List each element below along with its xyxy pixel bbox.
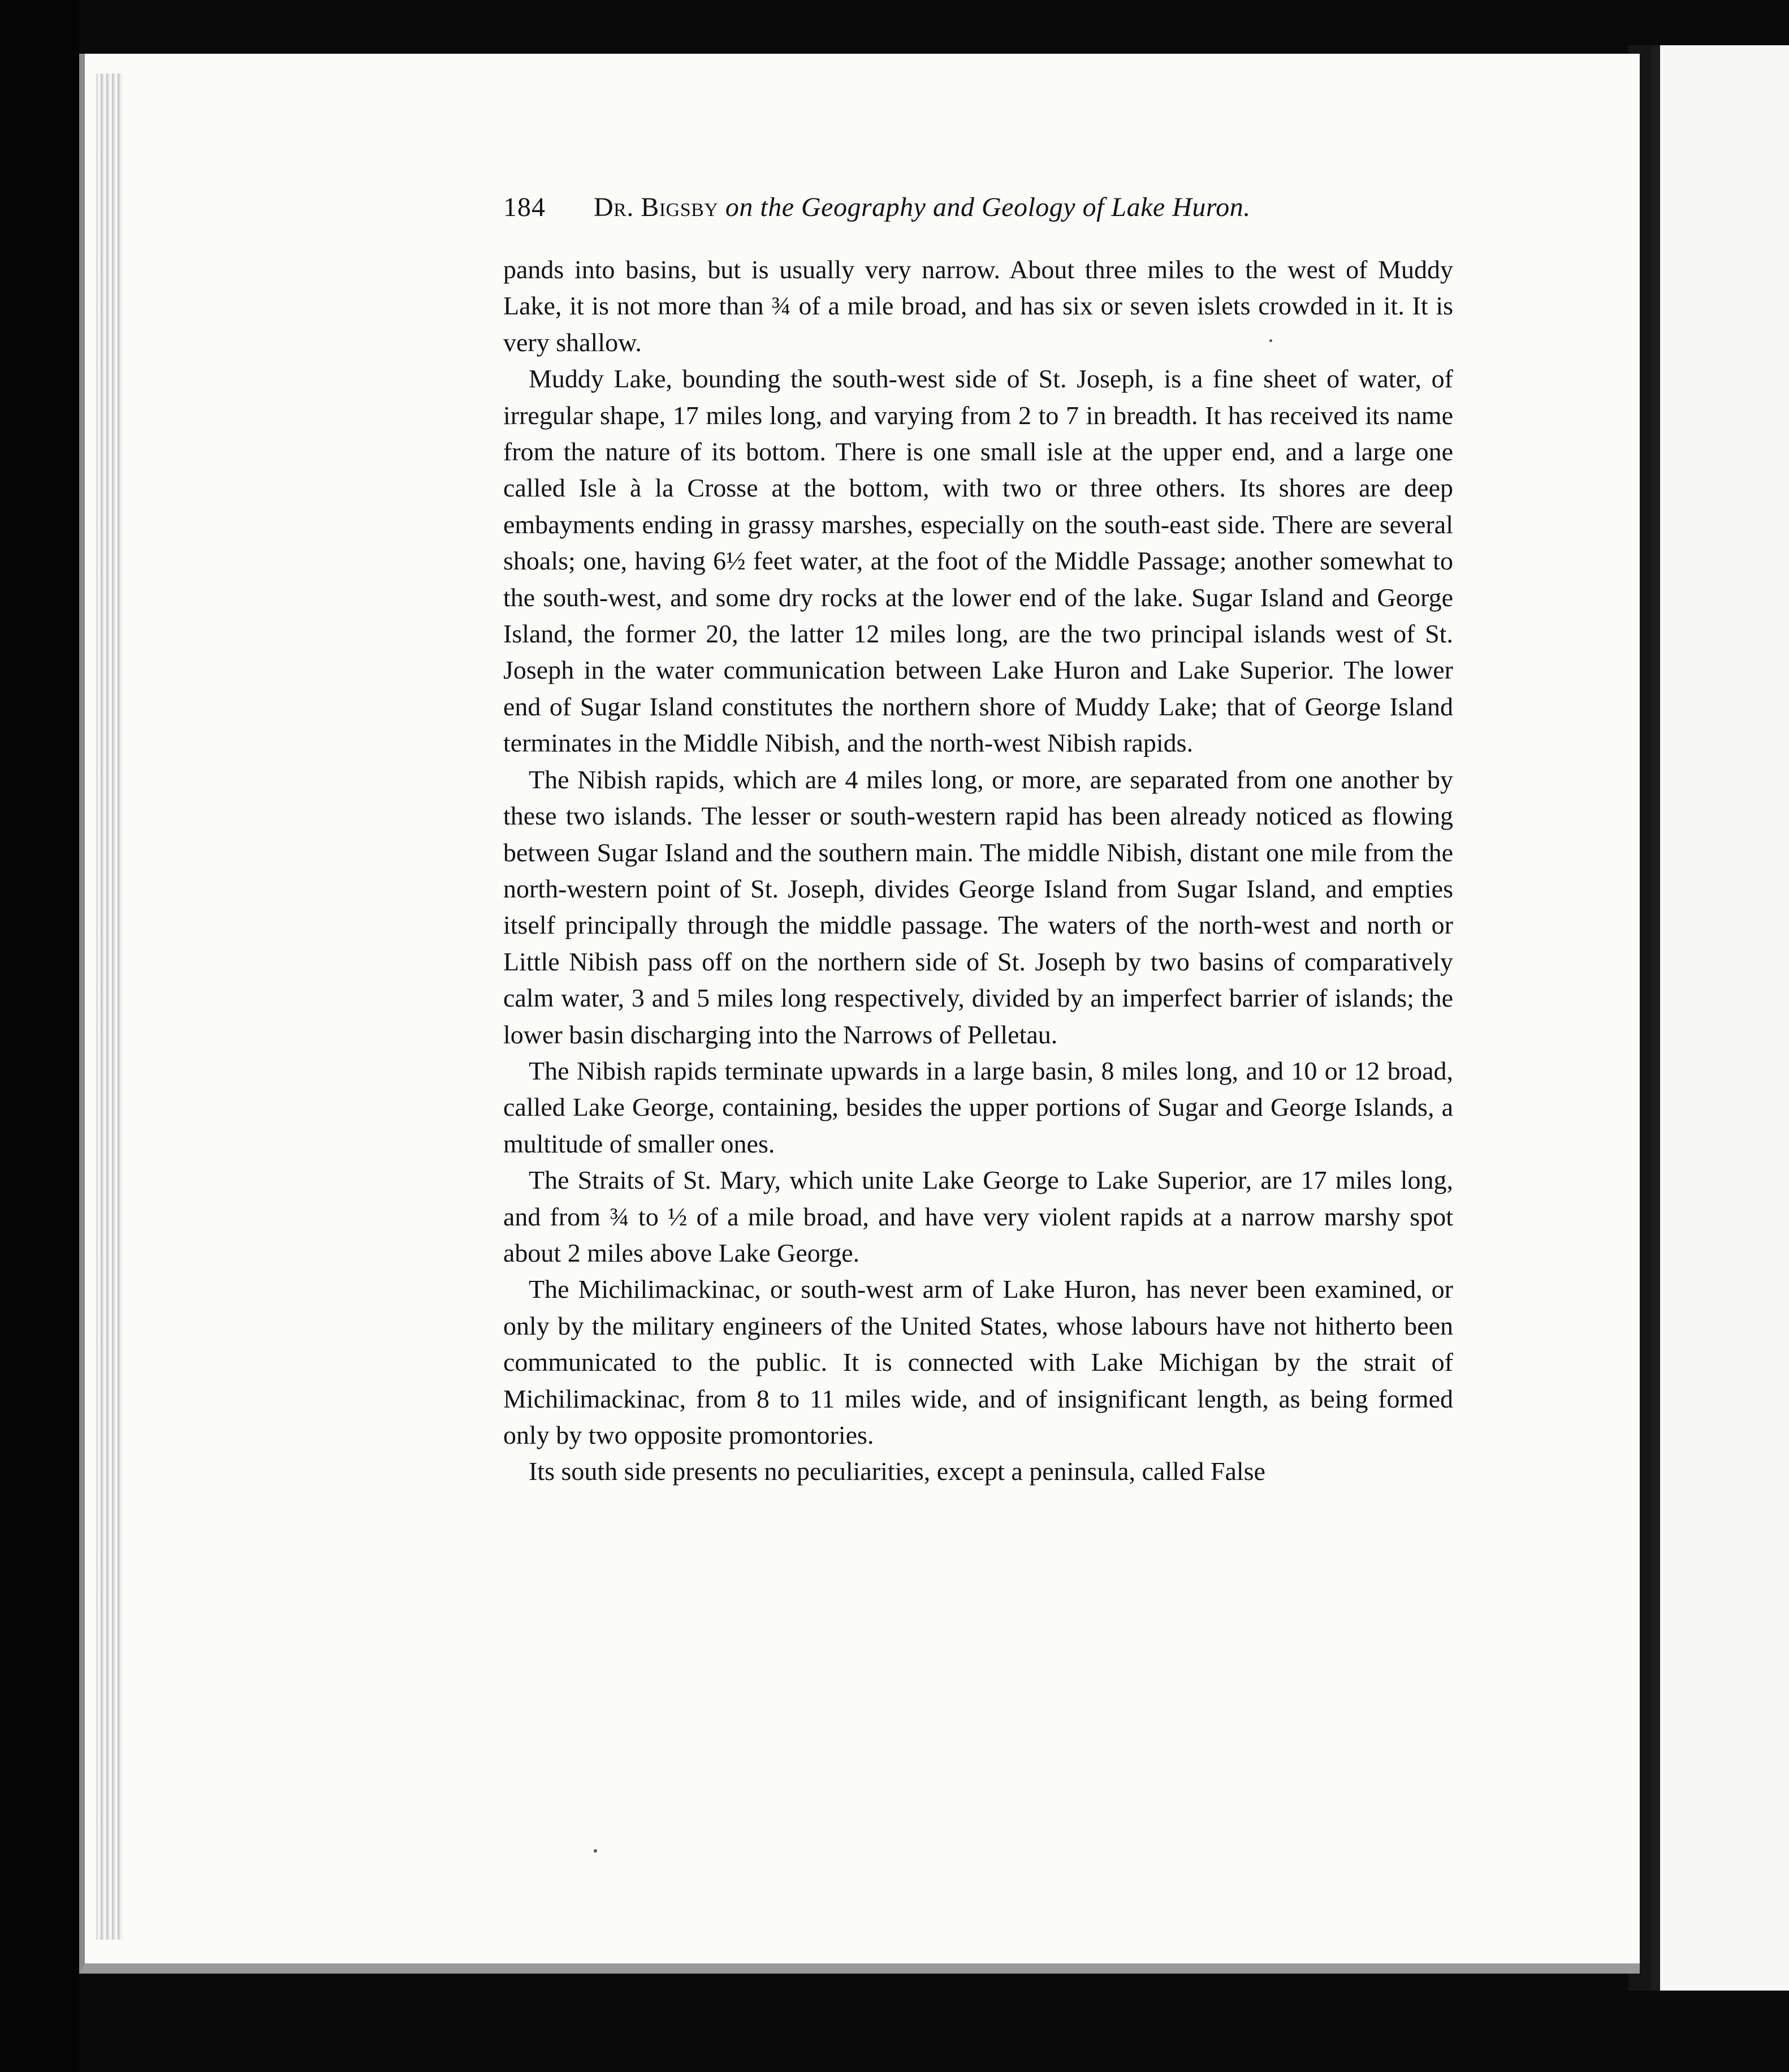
page-text (503, 189, 1453, 1490)
paragraph-muddy-lake: Muddy Lake, bounding the south-west side of St. Joseph, is a fine sheet of water, of irregular shape, 17 miles long, and varying from 2 to 7 in breadth. It has received its name from the nature of its bottom. There is one small isle at the upper end, and a large one called Isle à la Crosse at the bottom, with two or three others. Its shores are deep embayments ending in grassy marshes, especially on the south-east side. There are several shoals; one, having 6½ feet water, at the foot of the Middle Passage; another somewhat to the south-west, and some dry rocks at the lower end of the lake. Sugar Island and George Island, the former 20, the latter 12 miles long, are the two principal islands west of St. Joseph in the water communication between Lake Huron and Lake Superior. The lower end of Sugar Island constitutes the northern shore of Muddy Lake; that of George Island terminates in the Middle Nibish, and the north-west Nibish rapids. (503, 364, 1453, 758)
scan-background-left (0, 0, 79, 2072)
running-head (503, 189, 1453, 252)
paragraph-nibish-rapids: The Nibish rapids, which are 4 miles long, or more, are separated from one another by these two islands. The lesser or south-western rapid has been already noticed as flowing between Sugar Island and the southern main. The middle Nibish, distant one mile from the north-western point of St. Joseph, divides George Island from Sugar Island, and empties itself principally through the middle passage. The waters of the north-west and north or Little Nibish pass off on the northern side of St. Joseph by two basins of comparatively calm water, 3 and 5 miles long respectively, divided by an imperfect barrier of islands; the lower basin discharging into the Narrows of Pelletau. (503, 765, 1453, 1049)
running-title-subject: on the Geography and Geology of Lake Huron. (725, 192, 1251, 222)
paragraph-continued: pands into basins, but is usually very narrow. About three miles to the west of Muddy Lake, it is not more than ¾ of a mile broad, and has six or seven islets crowded in it. It is very shallow. (503, 255, 1453, 357)
page-edges-stack (96, 74, 123, 1940)
scan-speck (1269, 339, 1272, 342)
paragraph-lake-george: The Nibish rapids terminate upwards in a large basin, 8 miles long, and 10 or 12 broad, called Lake George, containing, besides the upper portions of Sugar and George Islands, a multitude of smaller ones. (503, 1056, 1453, 1158)
page-number: 184 (503, 192, 546, 222)
paragraph-michilimackinac: The Michilimackinac, or south-west arm of Lake Huron, has never been examined, or only by the military engineers of the United States, whose labours have not hitherto been communicated to the public. It is connected with Lake Michigan by the strait of Michilimackinac, from 8 to 11 miles wide, and of insignificant length, as being formed only by two opposite promontories. (503, 1275, 1453, 1449)
paragraph-straits-st-mary: The Straits of St. Mary, which unite Lake George to Lake Superior, are 17 miles long, and from ¾ to ½ of a mile broad, and have very violent rapids at a narrow marshy spot about 2 miles above Lake George. (503, 1166, 1453, 1267)
running-title-author: Dr. Bigsby (594, 192, 719, 222)
facing-page-edge (1651, 45, 1789, 1991)
paragraph-south-side: Its south side presents no peculiarities, except a peninsula, called False (529, 1457, 1265, 1486)
scan-speck (594, 1849, 597, 1853)
running-title (594, 189, 1251, 226)
